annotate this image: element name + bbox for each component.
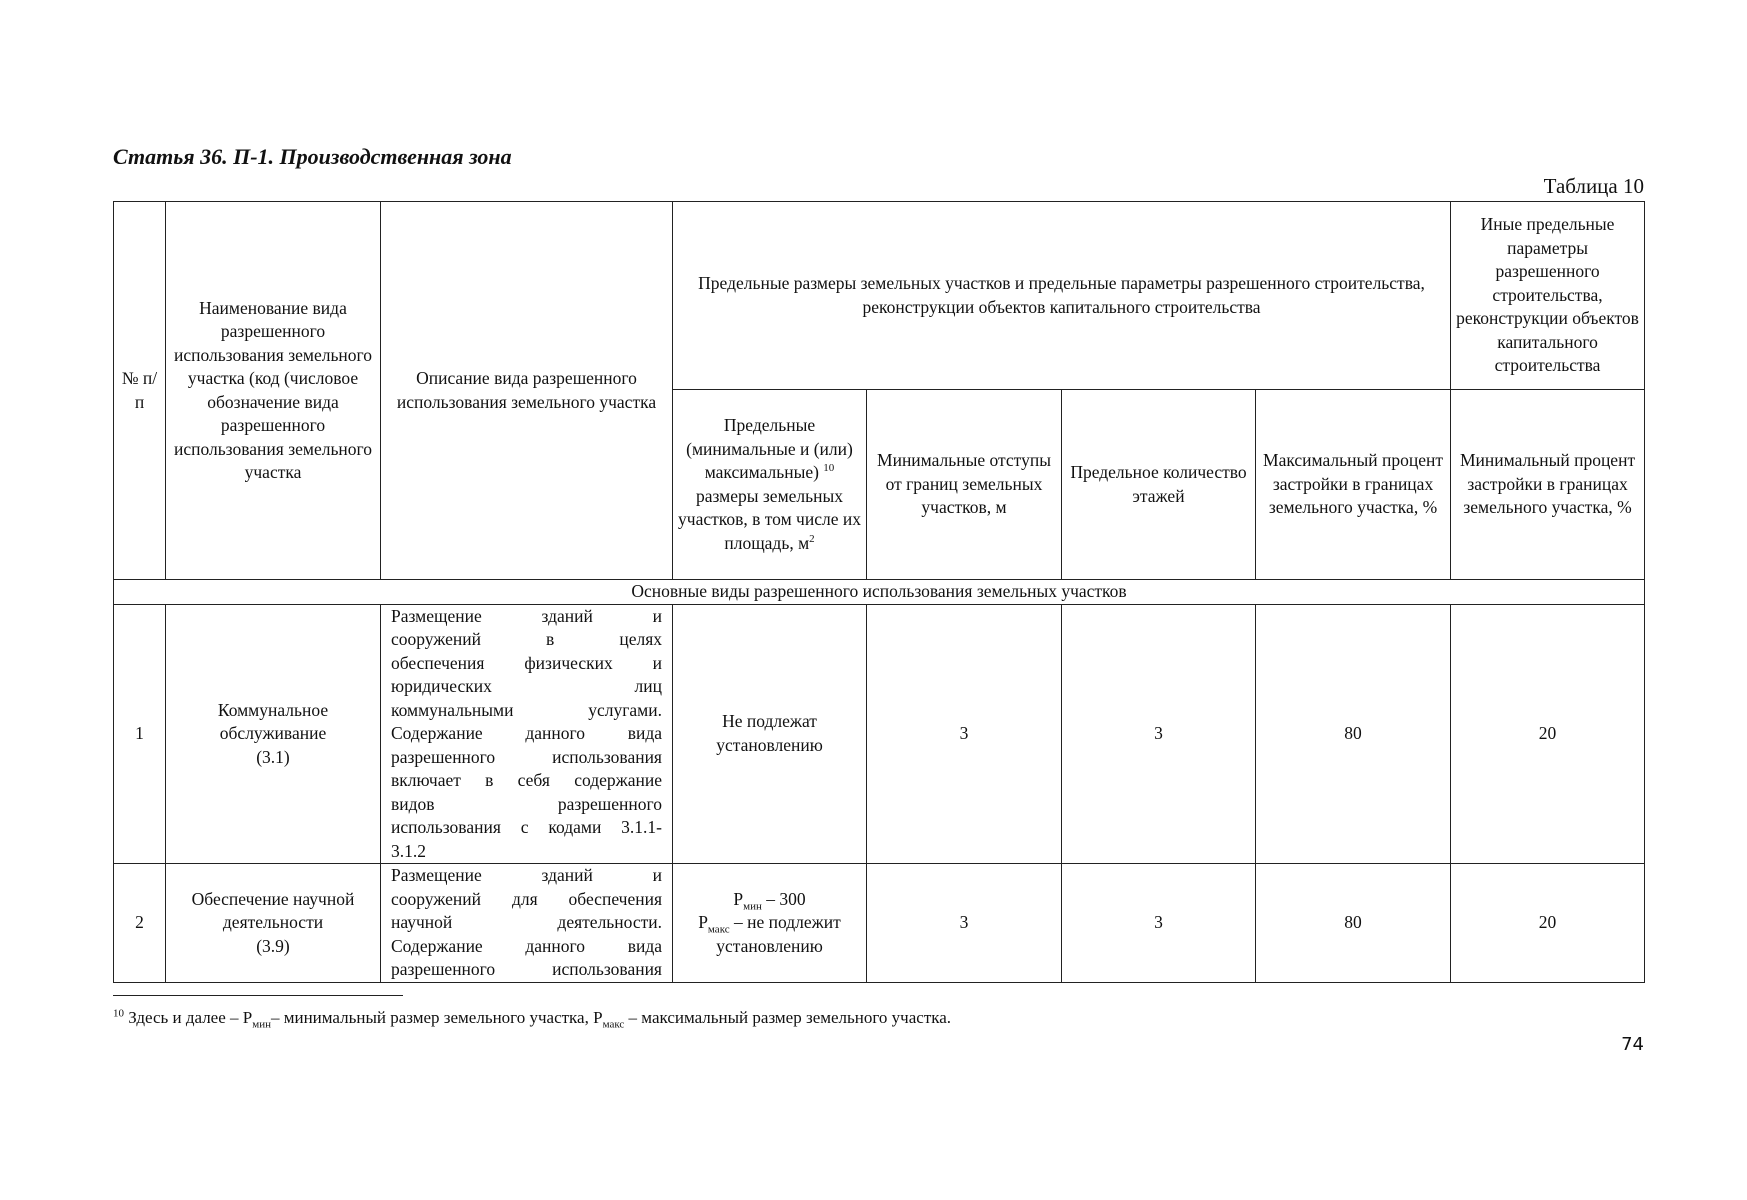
description-line: Содержание данного вида	[391, 935, 662, 956]
description-line: обеспечения физических и	[391, 652, 662, 673]
table-row	[114, 864, 1645, 983]
plot-size-max-sub: макс	[707, 923, 730, 936]
row-min-coverage: 20	[1451, 604, 1645, 864]
description-line: юридических лиц	[391, 676, 662, 696]
row-min-coverage: 20	[1451, 864, 1645, 983]
page-number: 74	[1621, 1034, 1644, 1055]
zone-parameters-table	[113, 201, 1645, 983]
row-floors: 3	[1062, 864, 1256, 983]
footnote-text-c: – максимальный размер земельного участка.	[624, 1008, 952, 1027]
row-use-name-text: Коммунальное обслуживание	[217, 699, 329, 743]
header-floors: Предельное количество этажей	[1062, 390, 1256, 580]
row-plot-size: Не подлежат установлению	[673, 604, 867, 864]
header-min-setbacks: Минимальные отступы от границ земельных участков, м	[867, 390, 1062, 580]
header-use-name: Наименование вида разрешенного использования земельного участка (код (числовое обозначение вида разрешенного использования земельного участка	[166, 202, 381, 580]
description-line: сооружений в целях	[391, 629, 662, 649]
description-line: Содержание данного вида	[391, 723, 662, 743]
row-description	[381, 864, 673, 983]
row-use-name	[166, 604, 381, 864]
row-setback: 3	[867, 604, 1062, 864]
section-row	[114, 580, 1645, 605]
row-plot-size	[673, 864, 867, 983]
description-line: коммунальными услугами.	[391, 699, 662, 720]
plot-size-min-label: Р	[733, 888, 744, 909]
footnote-sub-b: макс	[602, 1018, 625, 1031]
description-line: сооружений для обеспечения	[391, 888, 662, 909]
article-title: Статья 36. П-1. Производственная зона	[113, 144, 512, 169]
footnote-mark: 10	[823, 462, 835, 475]
footnote-text-b: – минимальный размер земельного участка, Р	[270, 1008, 603, 1027]
row-max-coverage: 80	[1256, 604, 1451, 864]
description-line: 3.1.2	[391, 840, 426, 861]
footnote-sub-a: мин	[252, 1018, 271, 1031]
table-label: Таблица 10	[1543, 174, 1644, 198]
plot-size-min-value: – 300	[761, 888, 806, 909]
header-max-coverage: Максимальный процент застройки в границах земельного участка, %	[1256, 390, 1451, 580]
header-num: № п/п	[114, 202, 166, 580]
row-use-name	[166, 864, 381, 983]
description-line: видов разрешенного	[391, 793, 662, 814]
section-main-title: Основные виды разрешенного использования земельных участков	[114, 580, 1645, 605]
description-line: Размещение зданий и	[391, 865, 662, 885]
plot-size-max-value: – не подлежит установлению	[716, 912, 841, 956]
row-floors: 3	[1062, 604, 1256, 864]
description-line: научной деятельности.	[391, 912, 662, 932]
table-row	[114, 604, 1645, 864]
header-other-params: Иные предельные параметры разрешенного строительства, реконструкции объектов капитального строительства	[1451, 202, 1645, 390]
row-use-code: (3.9)	[256, 935, 290, 956]
description-line: Размещение зданий и	[391, 605, 662, 626]
description-line: включает в себя содержание	[391, 770, 662, 790]
row-use-name-text: Обеспечение научной деятельности	[191, 888, 355, 932]
header-limits-group: Предельные размеры земельных участков и предельные параметры разрешенного строительства, реконструкции объектов капитального строительства	[673, 202, 1451, 390]
row-use-code: (3.1)	[256, 746, 290, 767]
row-max-coverage: 80	[1256, 864, 1451, 983]
unit-superscript: 2	[809, 532, 815, 545]
footnote	[113, 1007, 952, 1031]
header-plot-sizes-text2: размеры земельных участков, в том числе их площадь, м	[678, 485, 861, 553]
footnote-text-a: Здесь и далее – Р	[124, 1008, 253, 1027]
header-min-coverage: Минимальный процент застройки в границах земельного участка, %	[1451, 390, 1645, 580]
plot-size-max-label: Р	[698, 912, 708, 932]
description-line: разрешенного использования	[391, 746, 662, 767]
footnote-divider	[113, 995, 403, 996]
description-line: использования с кодами 3.1.1-	[391, 817, 662, 837]
header-plot-sizes	[673, 390, 867, 580]
row-num: 1	[114, 604, 166, 864]
table-header-row-1	[114, 202, 1645, 390]
plot-size-min-sub: мин	[743, 900, 762, 912]
header-plot-sizes-text: Предельные (минимальные и (или) максимальные)	[686, 415, 853, 482]
footnote-mark: 10	[113, 1007, 124, 1020]
header-description: Описание вида разрешенного использования земельного участка	[381, 202, 673, 580]
row-setback: 3	[867, 864, 1062, 983]
description-line: разрешенного использования	[391, 959, 662, 979]
row-description	[381, 604, 673, 864]
row-num: 2	[114, 864, 166, 983]
